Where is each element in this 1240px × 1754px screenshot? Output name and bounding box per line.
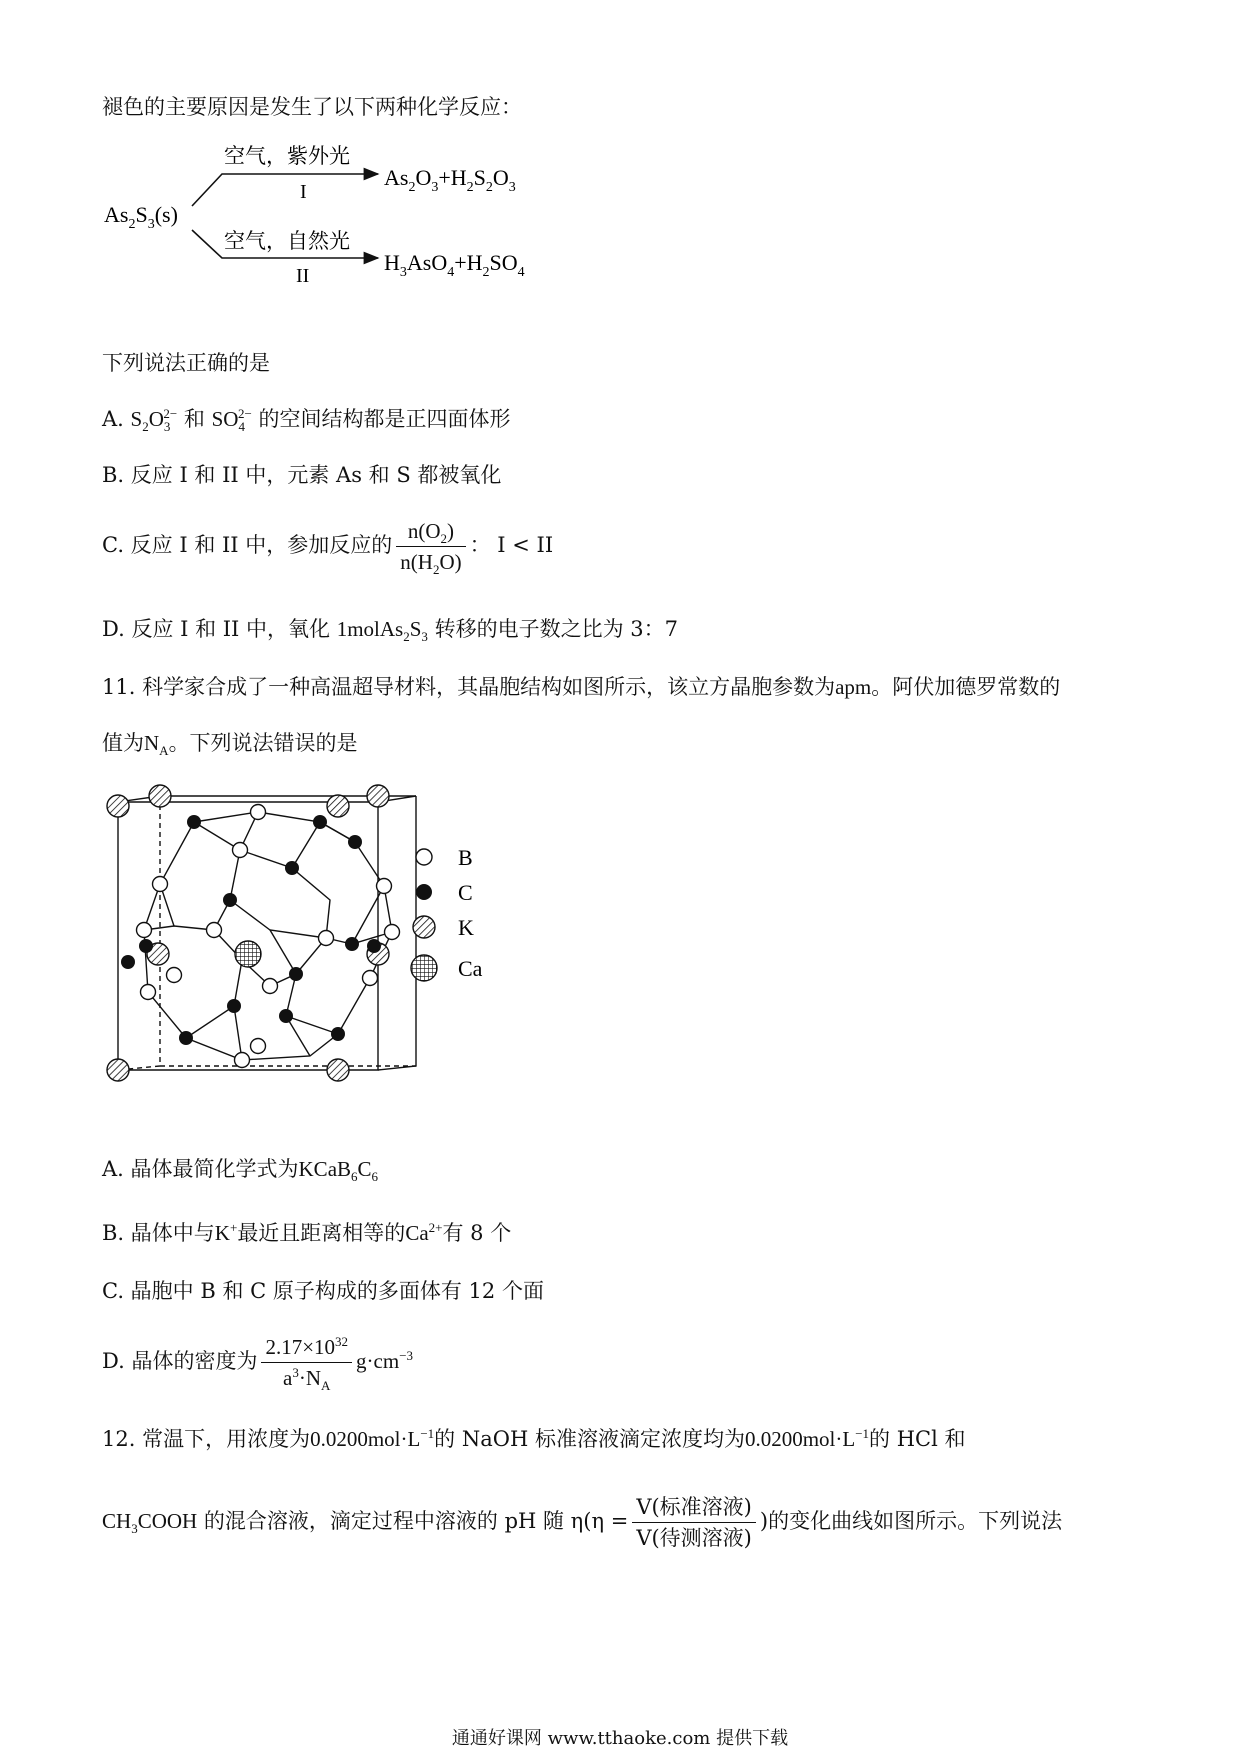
intro-text: 褪色的主要原因是发生了以下两种化学反应： (102, 95, 522, 119)
q11-line1-text: 11. 科学家合成了一种高温超导材料，其晶胞结构如图所示，该立方晶胞参数为 (102, 675, 836, 699)
q11-option-c: C. 晶胞中 B 和 C 原子构成的多面体有 12 个面 (102, 1279, 544, 1303)
ca-atom (235, 941, 261, 967)
q10-c-head: C. 反应 I 和 II 中，参加反应的 (102, 533, 393, 557)
q11-line2-tail: 。下列说法错误的是 (168, 731, 358, 755)
eta-denominator: V(待测溶液) (636, 1526, 752, 1550)
q11-line2-head: 值为 (102, 731, 144, 755)
eta-numerator: V(标准溶液) (632, 1494, 756, 1523)
q11-option-b: B. 晶体中与K+最近且距离相等的$Ca^{2+}$有 8 个 (102, 1220, 512, 1245)
legend-k: K (458, 915, 474, 940)
legend-ca: Ca (458, 956, 483, 981)
q12-line1-head: 12. 常温下，用浓度为 (102, 1427, 311, 1451)
q12-line2-tail: 的变化曲线如图所示。下列说法 (768, 1509, 1063, 1533)
q11-a-head: A. 晶体最简化学式为 (102, 1157, 299, 1181)
path2-label: II (296, 265, 310, 287)
q11-line1-end: 。阿伏加德罗常数的 (871, 675, 1061, 699)
page-footer: 通通好课网 www.tthaoke.com 提供下载 (451, 1728, 789, 1749)
cell-parameter: apm (835, 675, 872, 699)
path2-conditions: 空气，自然光 (224, 229, 350, 253)
legend-c: C (458, 880, 473, 905)
crystal-cell-figure (100, 780, 560, 1140)
titrant-concentration: 0.0200mol·L (310, 1427, 421, 1451)
legend (411, 845, 483, 981)
q11-option-a: A. 晶体最简化学式为$KCaB_6C_6$ (102, 1157, 379, 1185)
reaction-scheme (100, 130, 580, 300)
q10-a-tail: 的空间结构都是正四面体形 (258, 407, 511, 431)
q12-line2: $CH_3COOH$ 的混合溶液，滴定过程中溶液的 pH 随 η(η = $\frac{\text{V(标准溶液)}}{\text{V(待测溶液)}}$ )的变化曲线如图所示。下列说法 (102, 1495, 1063, 1550)
q10-option-b: B. 反应 I 和 II 中，元素 As 和 S 都被氧化 (102, 463, 502, 487)
reactant: $As_2S_3(s)$ (104, 202, 178, 232)
density-fraction: $\frac{2.17\times 10^{32}}{a^3\cdot N_A}$ (261, 1334, 352, 1391)
q10-d-head: D. 反应 I 和 II 中，氧化 (102, 617, 331, 641)
path2-products: $H_3AsO_4+H_2SO_4$ (384, 250, 525, 280)
q12-line1-tail: 的 HCl 和 (869, 1427, 966, 1451)
q10-option-c (102, 518, 554, 578)
q11-d-head: D. 晶体的密度为 (102, 1349, 258, 1373)
q10-stem: 下列说法正确的是 (102, 351, 270, 375)
q11-b-tail: 有 8 个 (442, 1221, 512, 1245)
path1-conditions: 空气，紫外光 (224, 144, 350, 168)
q11-stem-line1 (102, 672, 1060, 702)
q11-stem-line2: 值为$N_A$。下列说法错误的是 (102, 731, 358, 759)
q10-d-tail: 转移的电子数之比为 3：7 (434, 617, 679, 641)
path1-products: $As_2O_3+H_2S_2O_3$ (384, 165, 516, 195)
q10-c-tail: ： I < II (469, 533, 554, 557)
analyte-concentration: 0.0200mol·L (744, 1427, 856, 1451)
arrow-path-1 (192, 174, 378, 206)
ratio-fraction: $\frac{n(O_2)}{n(H_2O)}$ (396, 518, 465, 575)
q12-line1: 12. 常温下，用浓度为$0.0200mol\cdot L^{-1}$的 NaOH 标准溶液滴定浓度均为$0.0200mol\cdot L^{-1}$的 HCl 和 (102, 1426, 966, 1451)
q11-b-mid: 最近且距离相等的 (237, 1221, 406, 1245)
c-atoms (121, 815, 381, 1045)
q12-line2-head: 的混合溶液，滴定过程中溶液的 pH 随 (203, 1509, 564, 1533)
q10-option-a: A. $S_2O_3^{2-}$ 和 $SO_4^{2-}$ 的空间结构都是正四面体形 (102, 406, 511, 435)
path1-label: I (300, 181, 307, 203)
q12-line1-mid: 的 NaOH 标准溶液滴定浓度均为 (434, 1427, 745, 1451)
eta-fraction (632, 1494, 756, 1551)
q11-b-head: B. 晶体中与 (102, 1221, 215, 1245)
legend-b: B (458, 845, 473, 870)
q11-option-d: D. 晶体的密度为 $\frac{2.17\times 10^{32}}{a^3\cdot N_A}$ $g\cdot cm^{-3}$ (102, 1334, 414, 1394)
q10-option-d: D. 反应 I 和 II 中，氧化 $1molAs_2S_3$ 转移的电子数之比为 3：7 (102, 617, 679, 645)
